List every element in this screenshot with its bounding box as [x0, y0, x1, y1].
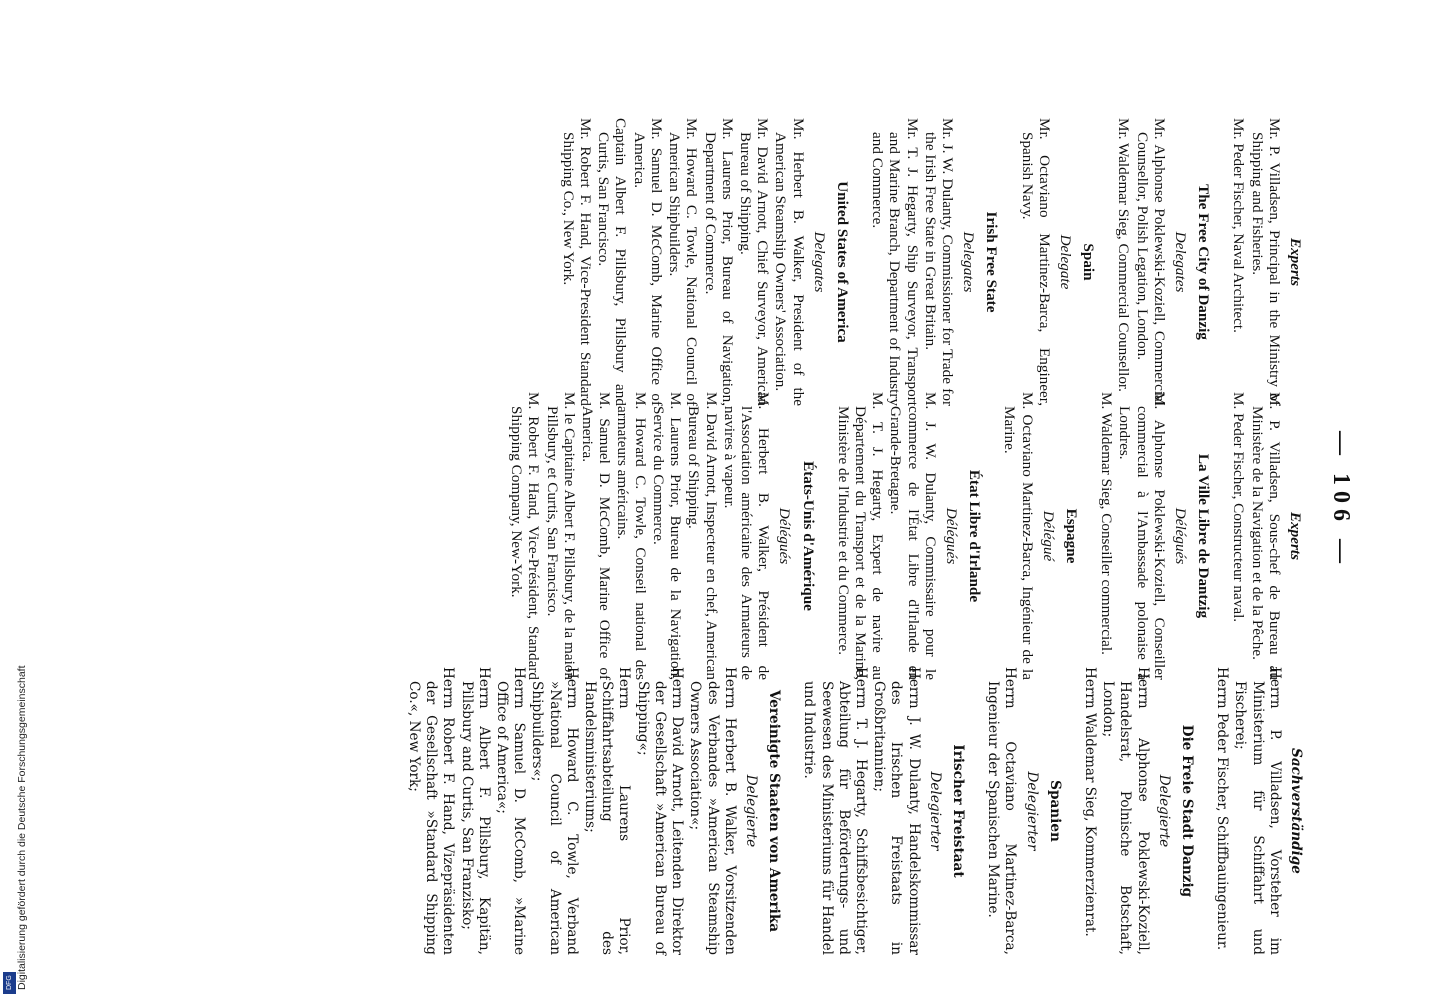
credit-text: Digitalisierung gefördert durch die Deutsche Forschungsgemeinschaft	[16, 665, 28, 990]
list-item: Herrn T. J. Hegarty, Schiffsbesichtiger, Abteilung für Beförderungs- und Seewesen des Ministeriums für Handel und Industrie.	[801, 667, 869, 955]
list-item: Mr. T. J. Hegarty, Ship Surveyor, Transport and Marine Branch, Department of Industry and Commerce.	[869, 118, 921, 406]
list-item: Herrn Waldemar Sieg, Kommerzienrat.	[1081, 667, 1098, 937]
section-role: Delegate	[1056, 234, 1074, 290]
section-title: The Free City of Danzig	[1195, 184, 1213, 340]
list-item: Mr. Herbert B. Walker, President of the American Steamship Owners' Association.	[772, 118, 807, 406]
list-item: M. David Arnott, Inspecteur en chef, American Bureau of Shipping.	[685, 392, 720, 680]
list-item: Captain Albert F. Pillsbury, Pillsbury and Curtis, San Francisco.	[595, 118, 630, 406]
german-column	[404, 667, 1304, 955]
section-title: Spain	[1080, 243, 1098, 281]
list-item: Mr. Robert F. Hand, Vice-President Standard Shipping Co., New York.	[559, 118, 595, 406]
list-item: Herrn Octaviano Martinez-Barca, Ingenieur der Spanischen Marine.	[985, 667, 1019, 955]
section-role: Delegierte	[742, 774, 759, 848]
list-item: Mr. P. Villadsen, Principal in the Ministry of Shipping and Fisheries.	[1248, 118, 1283, 406]
section-role: Delegierter	[1023, 771, 1040, 851]
list-item: Herrn P. Villadsen, Vorsteher im Ministerium für Schiffahrt und Fischerei;	[1232, 667, 1283, 955]
list-item: Herrn Alphonse Poklewski-Koziell, Handelsrat, Polnische Botschaft, London;	[1100, 667, 1151, 955]
list-item: Mr. J. W. Dulanty, Commissioner for Trade for the Irish Free State in Great Britain.	[921, 118, 956, 406]
list-item: Herrn Herbert B. Walker, Vorsitzenden des Verbandes »American Steamship Owners Association«;	[687, 667, 738, 955]
list-item: Herrn Howard C. Towle, Verband »National Council of American Shipbuilders«;	[529, 667, 580, 955]
list-item: M. P. Villadsen, Sous-chef de Bureau au Ministère de la Navigation et de la Pêche.	[1248, 392, 1283, 680]
section-title: La Ville Libre de Dantzig	[1195, 453, 1213, 619]
list-item: M. J. W. Dulanty, Commissaire pour le commerce de l'État Libre d'Irlande en Grande-Bretagne.	[887, 392, 939, 680]
experts-heading: Experts	[1287, 237, 1304, 287]
list-item: Mr. Octaviano Martinez-Barca, Engineer, Spanish Navy.	[1018, 118, 1053, 406]
list-item: M. le Capitaine Albert F. Pillsbury, de la maion Pillsbury, et Curtis, San Francisco.	[543, 392, 578, 680]
list-item: Mr. Peder Fischer, Naval Architect.	[1230, 118, 1248, 333]
list-item: Herrn Laurens Prior, Schiffahrtsabteilung des Handelsministeriums;	[582, 667, 633, 955]
list-item: M. Howard C. Towle, Conseil national des armateurs américains.	[614, 392, 649, 680]
section-title: United States of America	[833, 181, 851, 343]
section-role: Délégués	[942, 507, 960, 565]
list-item: M. Waldemar Sieg, Conseiller commercial.	[1098, 392, 1116, 655]
section-title: Irischer Freistaat	[949, 744, 966, 878]
list-item: Herrn Robert F. Hand, Vizepräsidenten der Gesellschaft »Standard Shipping Co.«, New York;	[406, 667, 457, 955]
section-role: Délégué	[1039, 510, 1057, 562]
list-item: Mr. Laurens Prior, Bureau of Navigation, Department of Commerce.	[701, 118, 736, 406]
list-item: M. Octaviano Martinez-Barca, Ingénieur de la Marine.	[1001, 392, 1036, 680]
list-item: M. Laurens Prior, Bureau de la Navigation, Service du Commerce.	[649, 392, 685, 680]
section-title: Vereinigte Staaten von Amerika	[766, 689, 783, 933]
section-role: Delegates	[960, 231, 978, 293]
list-item: M. Herbert B. Walker, Président de l'Association américaine des Armateurs de navires à vapeur.	[720, 392, 773, 680]
section-title: Irish Free State	[983, 211, 1001, 313]
digitization-credit	[2, 600, 28, 990]
dfg-logo: DFG	[3, 972, 16, 994]
section-role: Delegierte	[1155, 774, 1172, 848]
list-item: M. Samuel D. McComb, Marine Office of America.	[579, 392, 614, 680]
section-title: État Libre d'Irlande	[966, 469, 984, 603]
list-item: Herrn David Arnott, Leitenden Direktor der Gesellschaft »American Bureau of Shipping«;	[634, 667, 686, 955]
experts-heading: Experts	[1287, 511, 1304, 561]
list-item: Mr. Samuel D. McComb, Marine Office of America.	[630, 118, 665, 406]
list-item: M. Peder Fischer, Constructeur naval.	[1230, 392, 1248, 623]
list-item: Herrn Samuel D. McComb, »Marine Office of America«;	[494, 667, 528, 955]
english-column	[559, 118, 1304, 406]
section-title: Espagne	[1062, 508, 1080, 564]
section-title: Die Freie Stadt Danzig	[1178, 724, 1195, 898]
section-title: États-Unis d'Amérique	[799, 461, 817, 611]
list-item: M. Alphonse Poklewski-Koziell, Conseiller commercial à l'Ambassade polonaise à Londres.	[1116, 392, 1168, 680]
french-column	[507, 392, 1304, 680]
section-role: Delegates	[1171, 231, 1189, 293]
page-number: — 106 —	[1328, 431, 1354, 569]
list-item: Mr. Alphonse Poklewski-Koziell, Commercial Counsellor, Polish Legation, London.	[1133, 118, 1168, 406]
list-item: Herrn Albert F. Pillsbury, Kapitän, Pillsbury and Curtis, San Franzisko;	[458, 667, 492, 955]
list-item: Mr. David Arnott, Chief Surveyor, American Bureau of Shipping.	[736, 118, 772, 406]
experts-heading: Sachverständige	[1288, 748, 1304, 874]
list-item: Herrn J. W. Dulanty, Handelskommissar des Irischen Freistaats in Großbritannien;	[871, 667, 922, 955]
section-title: Spanien	[1046, 780, 1063, 842]
list-item: Mr. Waldemar Sieg, Commercial Counsellor.	[1115, 118, 1133, 392]
list-item: M. Robert F. Hand, Vice-Président, Standard Shipping Company, New-York.	[508, 392, 543, 680]
section-role: Délégués	[776, 507, 794, 565]
list-item: M. T. J. Hegarty, Expert de navire au Département du Transport et de la Marine, Ministère de l'Industrie et du Commerce.	[834, 392, 887, 680]
list-item: Mr. Howard C. Towle, National Council of American Shipbuilders.	[666, 118, 701, 406]
section-role: Délégués	[1171, 507, 1189, 565]
list-item: Herrn Peder Fischer, Schiffbauingenieur.	[1214, 667, 1231, 951]
section-role: Delegates	[810, 231, 828, 293]
section-role: Delegierter	[926, 771, 943, 851]
